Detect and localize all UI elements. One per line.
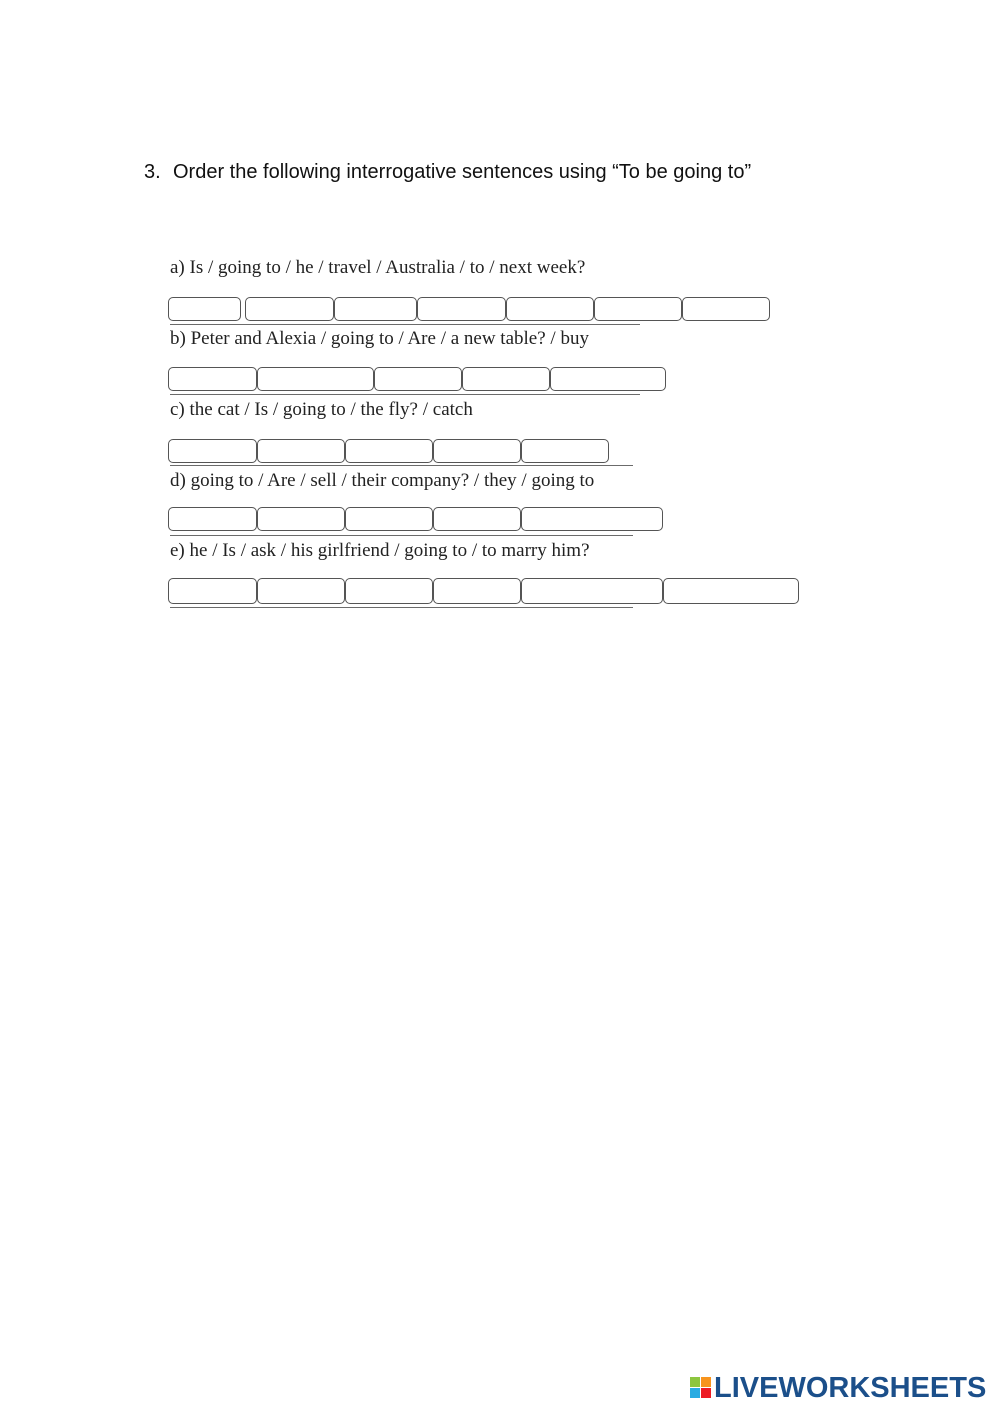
- answer-box-b1[interactable]: [168, 367, 257, 391]
- answer-box-b5[interactable]: [550, 367, 666, 391]
- answer-line-b: [170, 394, 640, 395]
- answer-box-c3[interactable]: [345, 439, 433, 463]
- answer-box-a6[interactable]: [594, 297, 682, 321]
- answer-box-e3[interactable]: [345, 578, 433, 604]
- answer-box-b4[interactable]: [462, 367, 550, 391]
- answer-box-a2[interactable]: [245, 297, 334, 321]
- instruction-text: Order the following interrogative sentences using “To be going to”: [173, 161, 752, 183]
- answer-box-a4[interactable]: [417, 297, 506, 321]
- answer-box-d1[interactable]: [168, 507, 257, 531]
- answer-box-a3[interactable]: [334, 297, 417, 321]
- answer-box-c2[interactable]: [257, 439, 345, 463]
- scrambled-prompt-e: e) he / Is / ask / his girlfriend / going to / to marry him?: [170, 540, 590, 561]
- liveworksheets-logo-icon: [690, 1377, 712, 1399]
- answer-box-c4[interactable]: [433, 439, 521, 463]
- answer-box-d4[interactable]: [433, 507, 521, 531]
- scrambled-prompt-a: a) Is / going to / he / travel / Australia / to / next week?: [170, 257, 586, 278]
- exercise-number: 3.: [144, 161, 161, 183]
- answer-line-d: [170, 535, 633, 536]
- logo-wordmark: LIVEWORKSHEETS: [714, 1371, 987, 1404]
- liveworksheets-logo: [690, 1373, 986, 1403]
- answer-box-a7[interactable]: [682, 297, 770, 321]
- scrambled-prompt-d: d) going to / Are / sell / their company? / they / going to: [170, 470, 595, 491]
- exercise-instruction: [144, 158, 751, 186]
- scrambled-prompt-c: c) the cat / Is / going to / the fly? / catch: [170, 399, 473, 420]
- answer-line-a: [170, 324, 640, 325]
- answer-box-a5[interactable]: [506, 297, 594, 321]
- answer-line-e: [170, 607, 633, 608]
- answer-box-c5[interactable]: [521, 439, 609, 463]
- answer-box-b3[interactable]: [374, 367, 462, 391]
- answer-box-e1[interactable]: [168, 578, 257, 604]
- answer-box-a1[interactable]: [168, 297, 241, 321]
- answer-box-d3[interactable]: [345, 507, 433, 531]
- answer-box-e2[interactable]: [257, 578, 345, 604]
- answer-box-b2[interactable]: [257, 367, 374, 391]
- answer-box-d5[interactable]: [521, 507, 663, 531]
- answer-box-d2[interactable]: [257, 507, 345, 531]
- answer-box-e6[interactable]: [663, 578, 799, 604]
- answer-box-c1[interactable]: [168, 439, 257, 463]
- scrambled-prompt-b: b) Peter and Alexia / going to / Are / a new table? / buy: [170, 328, 589, 349]
- answer-box-e4[interactable]: [433, 578, 521, 604]
- answer-box-e5[interactable]: [521, 578, 663, 604]
- answer-line-c: [170, 465, 633, 466]
